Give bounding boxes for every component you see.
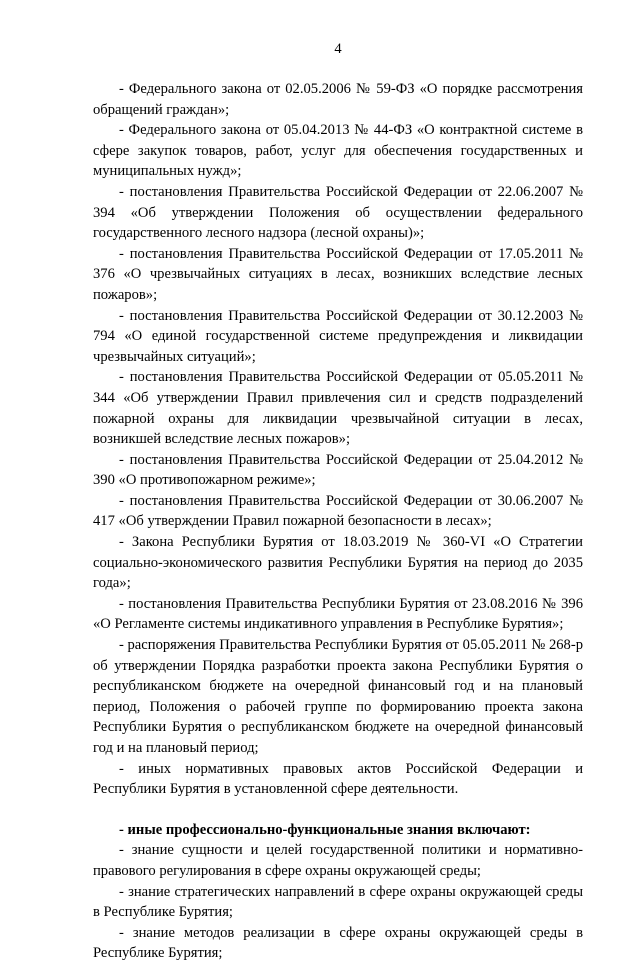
- list-item-pp-344: - постановления Правительства Российской Федерации от 05.05.2011 № 344 «Об утверждении Правил привлечения сил и средств подразделений пожарной охраны для ликвидации чрезвычайной ситуации в лесах, возникшей вследствие лесных пожаров»;: [93, 369, 583, 448]
- section-spacer: [93, 800, 583, 820]
- list-item-rb-396: - постановления Правительства Республики Бурятия от 23.08.2016 № 396 «О Регламенте системы индикативного управления в Республике Бурятия»;: [93, 595, 583, 633]
- knowledge-item-methods: - знание методов реализации в сфере охраны окружающей среды в Республике Бурятия;: [93, 924, 583, 962]
- list-item-pp-794: - постановления Правительства Российской Федерации от 30.12.2003 № 794 «О единой государственной системе предупреждения и ликвидации чрезвычайных ситуаций»;: [93, 307, 583, 365]
- list-item-law-360: - Закона Республики Бурятия от 18.03.2019 № 360-VI «О Стратегии социально-экономического развития Республики Бурятия на период до 2035 года»;: [93, 534, 583, 592]
- knowledge-item-policy: - знание сущности и целей государственной политики и нормативно-правового регулирования в сфере охраны окружающей среды;: [93, 842, 583, 879]
- list-item-fz-59: - Федерального закона от 02.05.2006 № 59-ФЗ «О порядке рассмотрения обращений граждан»;: [93, 81, 583, 118]
- page-number: 4: [334, 41, 342, 57]
- list-item-other-acts: - иных нормативных правовых актов Российской Федерации и Республики Бурятия в установленной сфере деятельности.: [93, 760, 583, 798]
- knowledge-item-strategy: - знание стратегических направлений в сфере охраны окружающей среды в Республике Бурятия;: [93, 883, 583, 921]
- list-item-pp-394: - постановления Правительства Российской Федерации от 22.06.2007 № 394 «Об утверждении Положения об осуществлении федерального государственного лесного надзора (лесной охраны)»;: [93, 183, 583, 242]
- section-heading: - иные профессионально-функциональные знания включают:: [119, 821, 531, 838]
- list-item-fz-44: - Федерального закона от 05.04.2013 № 44-ФЗ «О контрактной системе в сфере закупок товаров, работ, услуг для обеспечения государственных и муниципальных нужд»;: [93, 122, 583, 180]
- list-item-pp-376: - постановления Правительства Российской Федерации от 17.05.2011 № 376 «О чрезвычайных ситуациях в лесах, возникших вследствие лесных пожаров»;: [93, 245, 583, 303]
- list-item-pp-390: - постановления Правительства Российской Федерации от 25.04.2012 № 390 «О противопожарном режиме»;: [93, 451, 583, 489]
- list-item-rb-268: - распоряжения Правительства Республики Бурятия от 05.05.2011 № 268-р об утверждении Порядка разработки проекта закона Республики Бурятия о республиканском бюджете на очередной финансовый год и на плановый период, Положения о рабочей группе по формированию проекта закона Республики Бурятия о республиканском бюджете на очередной финансовый год и на плановый период;: [93, 637, 583, 756]
- list-item-pp-417: - постановления Правительства Российской Федерации от 30.06.2007 № 417 «Об утверждении Правил пожарной безопасности в лесах»;: [93, 492, 583, 530]
